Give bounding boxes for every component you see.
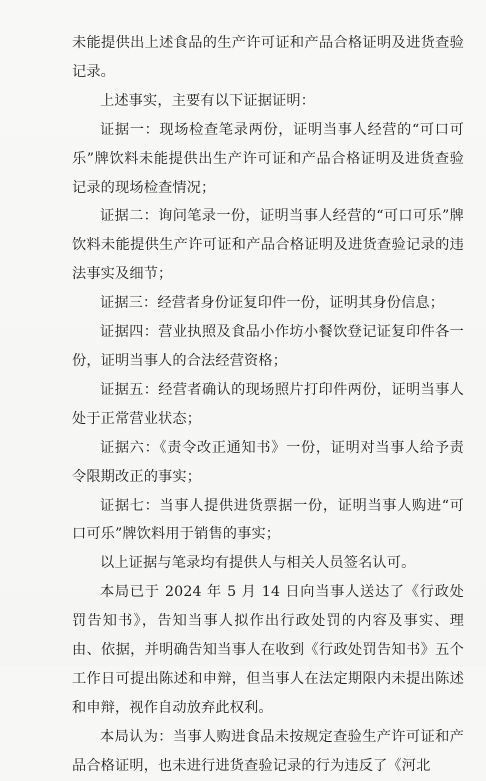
paragraph-11: 本局已于 2024 年 5 月 14 日向当事人送达了《行政处罚告知书》，告知当事人拟作出行政处罚的内容及事实、理由、依据，并明确告知当事人在收到《行政处罚告知书》五个工作日可提出陈述和申辩，但当事人在法定期限内未提出陈述和申辩，视作自动放弃此权利。 — [72, 584, 464, 716]
paragraph-8: 证据六：《责令改正通知书》一份，证明对当事人给予责令限期改正的事实； — [72, 439, 464, 485]
paragraph-9: 证据七：当事人提供进货票据一份，证明当事人购进“可口可乐”牌饮料用于销售的事实； — [72, 497, 464, 543]
paragraph-7: 证据五：经营者确认的现场照片打印件两份，证明当事人处于正常营业状态； — [72, 381, 464, 427]
paragraph-1: 未能提供出上述食品的生产许可证和产品合格证明及进货查验记录。 — [72, 35, 464, 80]
paragraph-10: 以上证据与笔录均有提供人与相关人员签名认可。 — [100, 555, 416, 572]
paragraph-2: 上述事实，主要有以下证据证明： — [100, 92, 316, 109]
paragraph-5: 证据三：经营者身份证复印件一份，证明其身份信息； — [100, 295, 445, 312]
document-body — [72, 29, 464, 781]
paragraph-4: 证据二：询问笔录一份，证明当事人经营的“可口可乐”牌饮料未能提供生产许可证和产品合格证明及进货查验记录的违法事实及细节； — [72, 208, 464, 283]
paragraph-12: 本局认为：当事人购进食品未按规定查验生产许可证和产品合格证明，也未进行进货查验记录的行为违反了《河北 — [72, 728, 464, 774]
paragraph-6: 证据四：营业执照及食品小作坊小餐饮登记证复印件各一份，证明当事人的合法经营资格； — [72, 324, 464, 369]
paragraph-3: 证据一：现场检查笔录两份，证明当事人经营的“可口可乐”牌饮料未能提供出生产许可证和产品合格证明及进货查验记录的现场检查情况； — [72, 121, 464, 196]
